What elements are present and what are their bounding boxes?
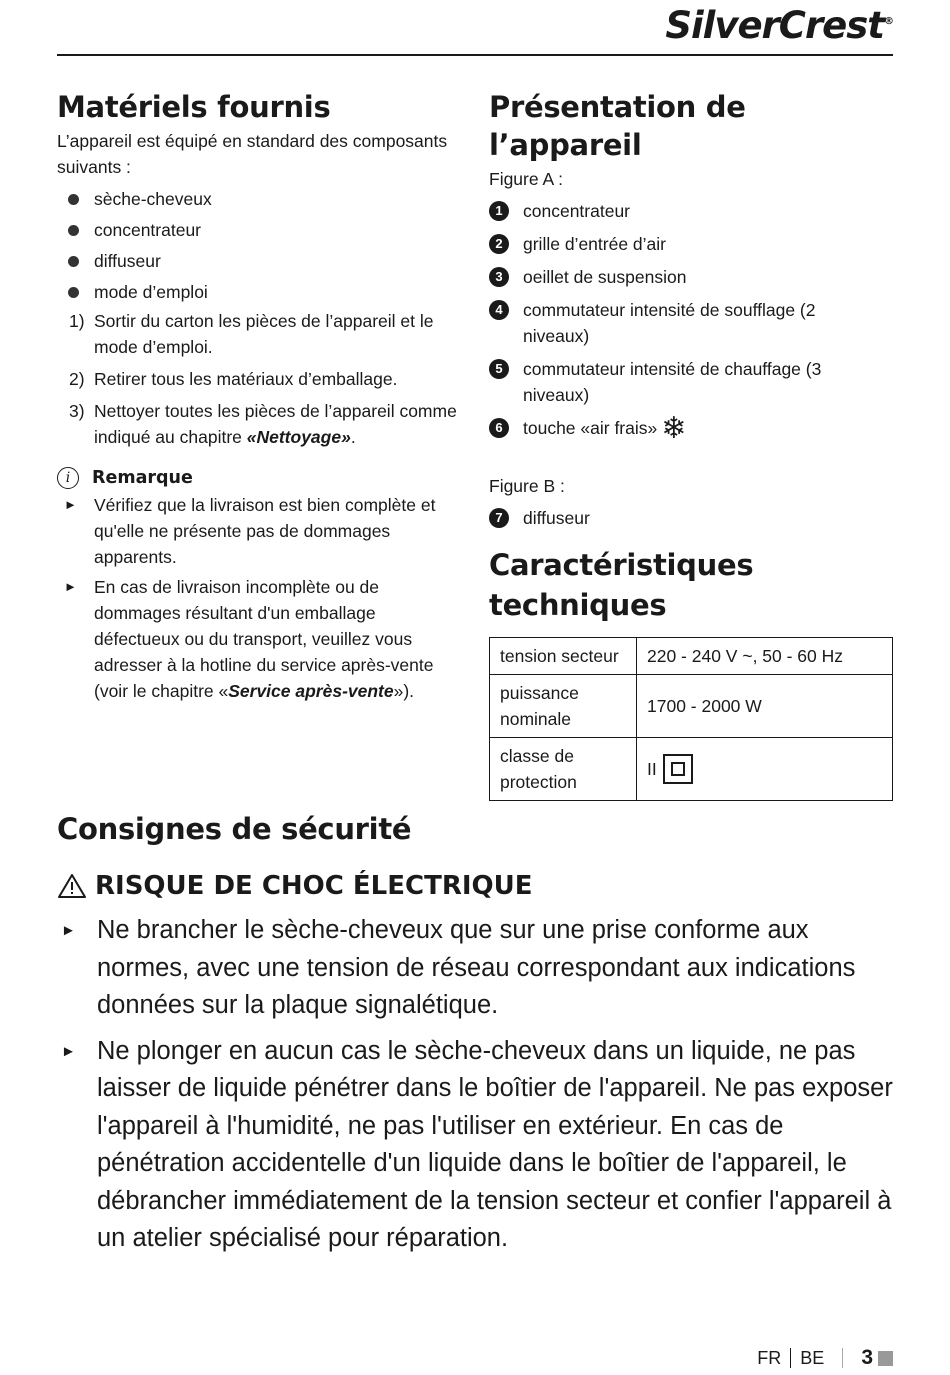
materials-intro: L’appareil est équipé en standard des composants suivants :: [57, 131, 448, 177]
parts-list-b: [489, 505, 894, 531]
snowflake-icon: ❄: [661, 412, 687, 445]
number-badge: 2: [489, 234, 509, 254]
safety-item: ► Ne plonger en aucun cas le sèche-cheveux dans un liquide, ne pas laisser de liquide pénétrer dans le boîtier de l'appareil. Ne pas exposer l'appareil à l'humidité, ne pas l'utiliser en extérieur. En cas de pénétration accidentelle d'un liquide dans le boîtier de l'appareil, le débrancher immédiatement de la tension secteur et confier l'appareil à un atelier spécialisé pour réparation.: [57, 1033, 897, 1258]
list-item: 6 touche «air frais» ❄: [489, 415, 894, 441]
spec-key: puissance nominale: [490, 675, 637, 738]
safety-section: [57, 810, 897, 1266]
arrow-icon: ►: [61, 1042, 76, 1060]
list-item: mode d’emploi: [57, 277, 462, 308]
safety-list: [57, 912, 897, 1258]
list-item: 2 grille d’entrée d’air: [489, 231, 894, 257]
lang-be: BE: [800, 1347, 825, 1368]
note-heading: i Remarque: [57, 464, 462, 492]
warning-icon: [57, 873, 87, 899]
number-badge: 7: [489, 508, 509, 528]
header-rule: [57, 54, 893, 56]
safety-title: Consignes de sécurité: [57, 812, 412, 846]
spec-value: II: [637, 738, 893, 801]
parts-list-a: [489, 198, 894, 445]
specs-title: Caractéristiques techniques: [489, 548, 754, 622]
unpack-steps: [57, 308, 462, 450]
presentation-section: [489, 88, 894, 801]
note-list: [57, 492, 462, 704]
number-badge: 4: [489, 300, 509, 320]
list-item: sèche-cheveux: [57, 184, 462, 215]
list-item: concentrateur: [57, 215, 462, 246]
arrow-icon: ►: [64, 497, 77, 512]
figure-a-label: Figure A :: [489, 169, 563, 189]
class-ii-icon: [663, 754, 693, 784]
spec-key: tension secteur: [490, 638, 637, 675]
list-item: 7 diffuseur: [489, 505, 894, 531]
materials-title: Matériels fournis: [57, 90, 331, 124]
table-row: [490, 738, 893, 801]
table-row: [490, 638, 893, 675]
page-number: 3: [861, 1346, 873, 1369]
spec-value: 1700 - 2000 W: [637, 675, 893, 738]
number-badge: 6: [489, 418, 509, 438]
arrow-icon: ►: [61, 922, 76, 939]
warning-heading: RISQUE DE CHOC ÉLECTRIQUE: [57, 868, 897, 904]
safety-item: ► Ne brancher le sèche-cheveux que sur une prise conforme aux normes, avec une tension de réseau correspondant aux indications données sur la plaque signalétique.: [57, 912, 897, 1025]
list-item: 5 commutateur intensité de chauffage (3 niveaux): [489, 356, 823, 408]
list-item: 4 commutateur intensité de soufflage (2 niveaux): [489, 297, 823, 349]
table-row: [490, 675, 893, 738]
arrow-icon: ►: [64, 579, 77, 594]
lang-fr: FR: [757, 1347, 782, 1368]
spec-value: 220 - 240 V ~, 50 - 60 Hz: [637, 638, 893, 675]
number-badge: 1: [489, 201, 509, 221]
presentation-title: Présentation de l’appareil: [489, 90, 746, 162]
materials-list: [57, 184, 462, 308]
step-item: 3) Nettoyer toutes les pièces de l’appareil comme indiqué au chapitre «Nettoyage».: [69, 401, 457, 447]
list-item: diffuseur: [57, 246, 462, 277]
figure-b-label: Figure B :: [489, 476, 565, 496]
materials-section: [57, 88, 462, 708]
number-badge: 3: [489, 267, 509, 287]
step-item: 2) Retirer tous les matériaux d’emballage.: [69, 369, 398, 389]
note-item: ► Vérifiez que la livraison est bien complète et qu'elle ne présente pas de dommages apparents.: [57, 492, 462, 570]
number-badge: 5: [489, 359, 509, 379]
info-icon: i: [57, 467, 79, 489]
step-item: 1) Sortir du carton les pièces de l’appareil et le mode d’emploi.: [69, 311, 434, 357]
page-footer: [757, 1346, 893, 1370]
specs-table: [489, 637, 893, 801]
list-item: 3 oeillet de suspension: [489, 264, 894, 290]
spec-key: classe de protection: [490, 738, 637, 801]
brand-logo: SilverCrest®: [665, 4, 893, 47]
note-item: ► En cas de livraison incomplète ou de dommages résultant d'un emballage défectueux ou du transport, veuillez vous adresser à la hotline du service après-vente (voir le chapitre «Service après-vente»).: [57, 574, 462, 704]
page-marker: [878, 1351, 893, 1366]
list-item: 1 concentrateur: [489, 198, 894, 224]
